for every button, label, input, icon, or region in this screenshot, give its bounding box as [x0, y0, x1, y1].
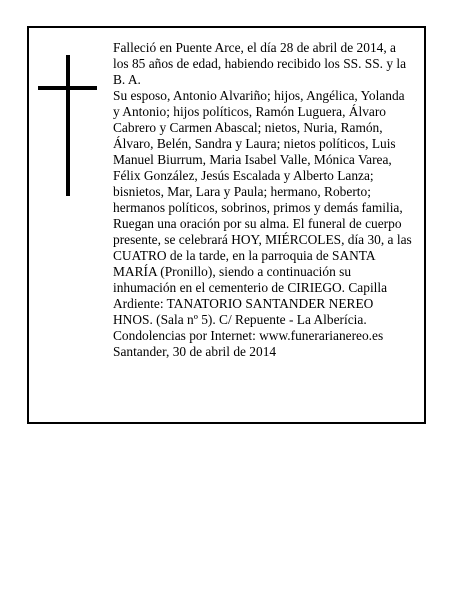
obituary-line: Álvaro, Belén, Sandra y Laura; nietos políticos, Luis	[113, 136, 396, 151]
obituary-line: los 85 años de edad, habiendo recibido los SS. SS. y la	[113, 56, 407, 71]
cross-icon	[66, 55, 70, 196]
obituary-line: presente, se celebrará HOY, MIÉRCOLES, día 30, a las	[113, 232, 412, 247]
obituary-line: Ardiente: TANATORIO SANTANDER NEREO	[113, 296, 374, 311]
obituary-line: inhumación en el cementerio de CIRIEGO. Capilla	[113, 280, 388, 295]
obituary-line: y Antonio; hijos políticos, Ramón Luguera, Álvaro	[113, 104, 386, 119]
cross-icon-crossbar	[38, 86, 97, 90]
obituary-line: B. A.	[113, 72, 141, 87]
obituary-line: Falleció en Puente Arce, el día 28 de abril de 2014, a	[113, 40, 396, 55]
obituary-line: Santander, 30 de abril de 2014	[113, 344, 277, 359]
obituary-line: Su esposo, Antonio Alvariño; hijos, Angélica, Yolanda	[113, 88, 405, 103]
obituary-line: CUATRO de la tarde, en la parroquia de SANTA	[113, 248, 376, 263]
obituary-line: Manuel Biurrum, Maria Isabel Valle, Mónica Varea,	[113, 152, 392, 167]
obituary-line: HNOS. (Sala nº 5). C/ Repuente - La Alberícia.	[113, 312, 367, 327]
obituary-line: Félix González, Jesús Escalada y Alberto Lanza;	[113, 168, 374, 183]
obituary-line: Ruegan una oración por su alma. El funeral de cuerpo	[113, 216, 402, 231]
obituary-line: hermanos políticos, sobrinos, primos y demás familia,	[113, 200, 403, 215]
obituary-line: MARÍA (Pronillo), siendo a continuación su	[113, 264, 352, 279]
obituary-line: Cabrero y Carmen Abascal; nietos, Nuria, Ramón,	[113, 120, 383, 135]
obituary-line: bisnietos, Mar, Lara y Paula; hermano, Roberto;	[113, 184, 371, 199]
obituary-text	[113, 40, 423, 360]
obituary-line: Condolencias por Internet: www.funerarianereo.es	[113, 328, 384, 343]
